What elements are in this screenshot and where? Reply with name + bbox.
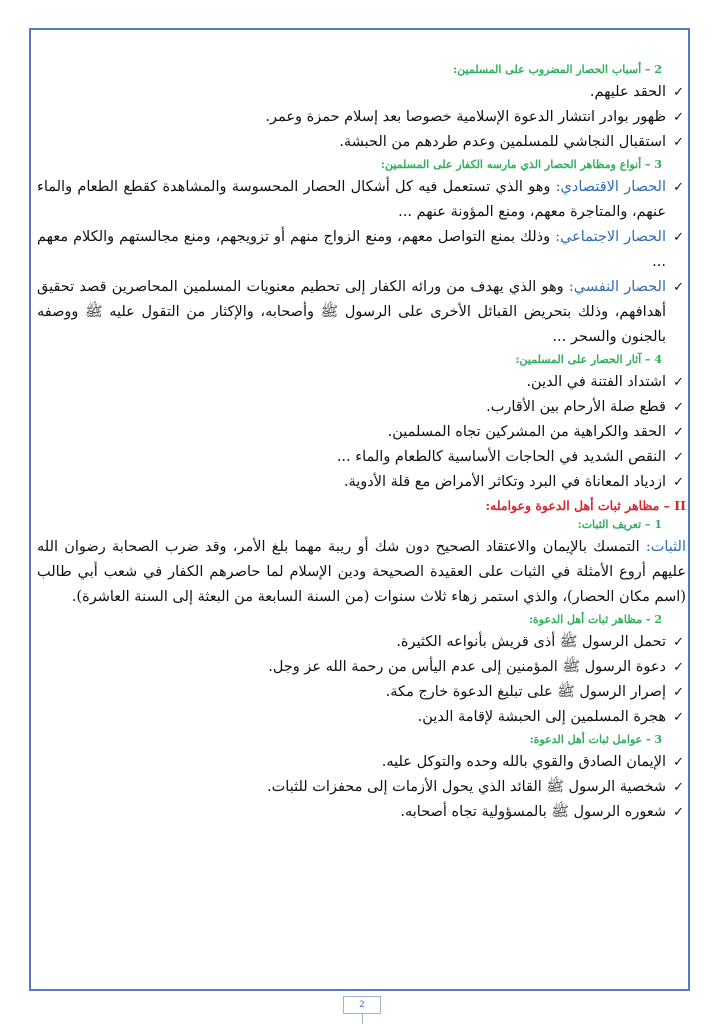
list-item: ✓ استقبال النجاشي للمسلمين وعدم طردهم من الحبشة.: [37, 130, 686, 155]
check-icon: ✓: [673, 180, 684, 195]
check-icon: ✓: [673, 230, 684, 245]
list-item: ✓ الحصار الاقتصادي: وهو الذي تستعمل فيه كل أشكال الحصار المحسوسة والمشاهدة كقطع الطعام والماء عنهم، والمتاجرة معهم، ومنع المؤونة عنهم ...: [37, 175, 686, 225]
list-item: ✓ هجرة المسلمين إلى الحبشة لإقامة الدين.: [37, 705, 686, 730]
check-icon: ✓: [673, 475, 684, 490]
document-body: [37, 60, 686, 825]
list-item: ✓ الحصار الاجتماعي: وذلك بمنع التواصل معهم، ومنع الزواج منهم أو تزويجهم، ومنع مجالستهم والكلام معهم ...: [37, 225, 686, 275]
list-item: ✓ الحصار النفسي: وهو الذي يهدف من ورائه الكفار إلى تحطيم معنويات المسلمين المحاصرين قصد تحقيق أهدافهم، وذلك بتحريض القبائل الأخرى على الرسول ﷺ وأصحابه، والإكثار من التقول عليه ﷺ ووصفه بالجنون والسحر ...: [37, 275, 686, 350]
list-item: ✓ ظهور بوادر انتشار الدعوة الإسلامية خصوصا بعد إسلام حمزة وعمر.: [37, 105, 686, 130]
list-item: ✓ الإيمان الصادق والقوي بالله وحده والتوكل عليه.: [37, 750, 686, 775]
list-item: ✓ تحمل الرسول ﷺ أذى قريش بأنواعه الكثيرة.: [37, 630, 686, 655]
check-icon: ✓: [673, 450, 684, 465]
check-icon: ✓: [673, 280, 684, 295]
check-icon: ✓: [673, 135, 684, 150]
check-icon: ✓: [673, 400, 684, 415]
list-item: ✓ الحقد عليهم.: [37, 80, 686, 105]
check-icon: ✓: [673, 635, 684, 650]
term-label: الحصار الاقتصادي:: [555, 179, 667, 195]
term-label: الحصار النفسي:: [568, 279, 666, 295]
check-icon: ✓: [673, 710, 684, 725]
part-heading-steadfastness: II – مظاهر ثبات أهل الدعوة وعوامله:: [485, 498, 686, 513]
types-list: [37, 175, 686, 350]
list-item: ✓ شعوره الرسول ﷺ بالمسؤولية تجاه أصحابه.: [37, 800, 686, 825]
manifestations-list: [37, 630, 686, 730]
section-heading-manifestations: 2 - مظاهر ثبات أهل الدعوة:: [528, 613, 662, 626]
list-item: ✓ قطع صلة الأرحام بين الأقارب.: [37, 395, 686, 420]
list-item: ✓ اشتداد الفتنة في الدين.: [37, 370, 686, 395]
check-icon: ✓: [673, 780, 684, 795]
list-item: ✓ شخصية الرسول ﷺ القائد الذي يحول الأزمات إلى محفزات للثبات.: [37, 775, 686, 800]
list-item: ✓ إصرار الرسول ﷺ على تبليغ الدعوة خارج مكة.: [37, 680, 686, 705]
list-item: ✓ دعوة الرسول ﷺ المؤمنين إلى عدم اليأس من رحمة الله عز وجل.: [37, 655, 686, 680]
check-icon: ✓: [673, 685, 684, 700]
check-icon: ✓: [673, 375, 684, 390]
section-heading-effects: 4 – آثار الحصار على المسلمين:: [515, 353, 662, 366]
section-heading-causes: 2 – أسباب الحصار المضروب على المسلمين:: [453, 63, 662, 76]
check-icon: ✓: [673, 425, 684, 440]
check-icon: ✓: [673, 85, 684, 100]
section-heading-types: 3 – أنواع ومظاهر الحصار الذي مارسه الكفار على المسلمين:: [380, 158, 662, 171]
list-item: ✓ ازدياد المعاناة في البرد وتكاثر الأمراض مع قلة الأدوية.: [37, 470, 686, 495]
check-icon: ✓: [673, 755, 684, 770]
effects-list: [37, 370, 686, 495]
check-icon: ✓: [673, 660, 684, 675]
section-heading-definition: 1 – تعريف الثبات:: [577, 518, 662, 531]
list-item: ✓ النقص الشديد في الحاجات الأساسية كالطعام والماء ...: [37, 445, 686, 470]
page-number: 2: [343, 996, 381, 1014]
term-label: الحصار الاجتماعي:: [555, 229, 666, 245]
check-icon: ✓: [673, 110, 684, 125]
factors-list: [37, 750, 686, 825]
causes-list: [37, 80, 686, 155]
check-icon: ✓: [673, 805, 684, 820]
page-number-divider: [362, 1014, 363, 1024]
term-label: الثبات:: [645, 539, 686, 555]
definition-paragraph: الثبات: التمسك بالإيمان والاعتقاد الصحيح دون شك أو ريبة مهما بلغ الأمر، وقد ضرب الصحابة رضوان الله عليهم أروع الأمثلة في الثبات على العقيدة الصحيحة ودين الإسلام لما حاصرهم الكفار في شعب أبي طالب (اسم مكان الحصار)، والذي استمر زهاء ثلاث سنوات (من السنة السابعة من البعثة إلى السنة العاشرة).: [37, 539, 686, 605]
section-heading-factors: 3 - عوامل ثبات أهل الدعوة:: [529, 733, 662, 746]
list-item: ✓ الحقد والكراهية من المشركين تجاه المسلمين.: [37, 420, 686, 445]
